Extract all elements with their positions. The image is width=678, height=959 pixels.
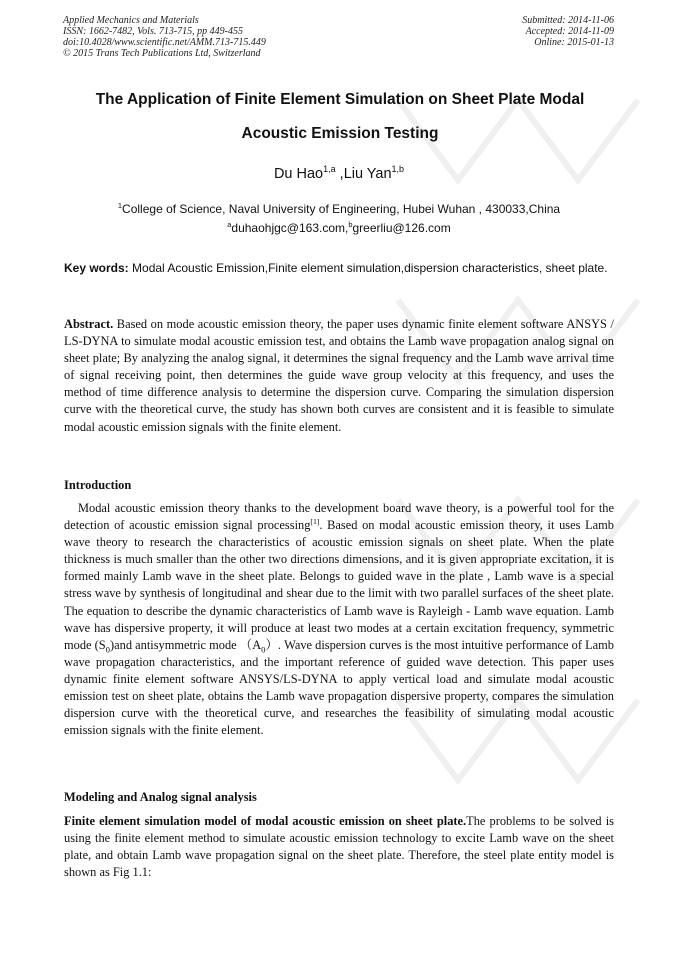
email-line: [0, 221, 678, 235]
introduction-paragraph: [64, 500, 614, 739]
accepted-date: Accepted: 2014-11-09: [525, 26, 614, 37]
section-heading-modeling: Modeling and Analog signal analysis: [64, 790, 257, 804]
doi-line: doi:10.4028/www.scientific.net/AMM.713-715.449: [63, 37, 266, 48]
intro-text: )and antisymmetric mode （A: [110, 637, 262, 652]
affiliation-text: College of Science, Naval University of Engineering, Hubei Wuhan , 430033,China: [122, 202, 561, 216]
s0-subscript: 0: [105, 644, 110, 655]
email-superscript: b: [348, 220, 353, 229]
affiliation-superscript: 1: [117, 201, 123, 210]
dates-header: [522, 15, 614, 48]
keywords-text: Modal Acoustic Emission,Finite element simulation,dispersion characteristics, sheet plate.: [128, 261, 608, 275]
paper-title-line1: The Application of Finite Element Simulation on Sheet Plate Modal: [95, 91, 585, 108]
modeling-paragraph: [64, 813, 614, 881]
author-name: Du Hao: [273, 166, 324, 182]
abstract-label: Abstract.: [64, 317, 114, 331]
affiliation: [0, 202, 678, 216]
author-superscript: 1,b: [391, 164, 405, 175]
abstract: [64, 316, 614, 436]
intro-text: Modal acoustic emission theory thanks to the development board wave theory, is a powerful tool for the detection of acoustic emission signal processing: [64, 501, 614, 533]
section-heading-introduction: Introduction: [64, 478, 132, 492]
email-superscript: a: [227, 220, 232, 229]
issn-line: ISSN: 1662-7482, Vols. 713-715, pp 449-455: [63, 26, 243, 37]
submitted-date: Submitted: 2014-11-06: [522, 15, 614, 26]
modeling-text: The problems to be solved is using the finite element method to simulate acoustic emission technology to excite Lamb wave on the sheet plate, and obtain Lamb wave propagation signal on the sheet plate. Therefore, the steel plate entity model is shown as Fig 1.1:: [64, 814, 614, 880]
journal-name: Applied Mechanics and Materials: [63, 15, 199, 26]
intro-text: . Based on modal acoustic emission theory, it uses Lamb wave theory to research the characteristics of acoustic emission signals on sheet plate. When the plate thickness is much smaller than the other two directions dimensions, and it is given appropriate excitation, it is formed mainly Lamb wave in the sheet plate. Belongs to guided wave in the plate , Lamb wave is a special stress wave by synthesis of longitudinal and shear due to the limit with two parallel surfaces of the sheet plate. The equation to describe the dynamic characteristics of Lamb wave is Rayleigh - Lamb wave equation. Lamb wave has dispersive property, it will produce at least two modes at a certain excitation frequency, symmetric mode (S: [64, 518, 614, 652]
journal-header: [63, 15, 266, 59]
author-superscript: 1,a: [323, 164, 336, 175]
email-a: duhaohjgc@163.com,: [231, 221, 349, 235]
author-list: [0, 166, 678, 182]
keywords-label: Key words:: [64, 261, 129, 275]
modeling-subheading: Finite element simulation model of modal acoustic emission on sheet plate.: [64, 814, 467, 828]
copyright-line: © 2015 Trans Tech Publications Ltd, Switzerland: [63, 48, 261, 59]
online-date: Online: 2015-01-13: [534, 37, 614, 48]
author-name: Liu Yan: [343, 166, 392, 182]
author-separator: ,: [335, 166, 344, 182]
email-b: greerliu@126.com: [352, 221, 451, 235]
a0-subscript: 0: [261, 644, 266, 655]
paper-title-line2: Acoustic Emission Testing: [241, 125, 439, 142]
keywords: [64, 260, 612, 277]
intro-text: ）. Wave dispersion curves is the most intuitive performance of Lamb wave propagation characteristics, and the important reference of guided wave detection. This paper uses dynamic finite element software ANSYS/LS-DYNA to apply vertical load and simulate modal acoustic emission test on sheet plate, obtains the Lamb wave propagation dispersive property, compares the simulation dispersion curve with the theoretical curve, and researches the feasibility of simulating modal acoustic emission signals with the finite element.: [64, 637, 614, 738]
abstract-text: Based on mode acoustic emission theory, the paper uses dynamic finite element software ANSYS / LS-DYNA to simulate modal acoustic emission test, and obtains the Lamb wave propagation analog signal on sheet plate; By analyzing the analog signal, it determines the signal frequency and the Lamb wave arrival time of signal receiving point, then determines the guide wave group velocity at this frequency, and uses the method of time difference analysis to determine the dispersion curve. Comparing the simulation dispersion curve with the theoretical curve, the study has shown both curves are consistent and it is feasible to simulate modal acoustic emission signals with the finite element.: [64, 317, 614, 434]
citation-ref: [1]: [310, 516, 320, 526]
